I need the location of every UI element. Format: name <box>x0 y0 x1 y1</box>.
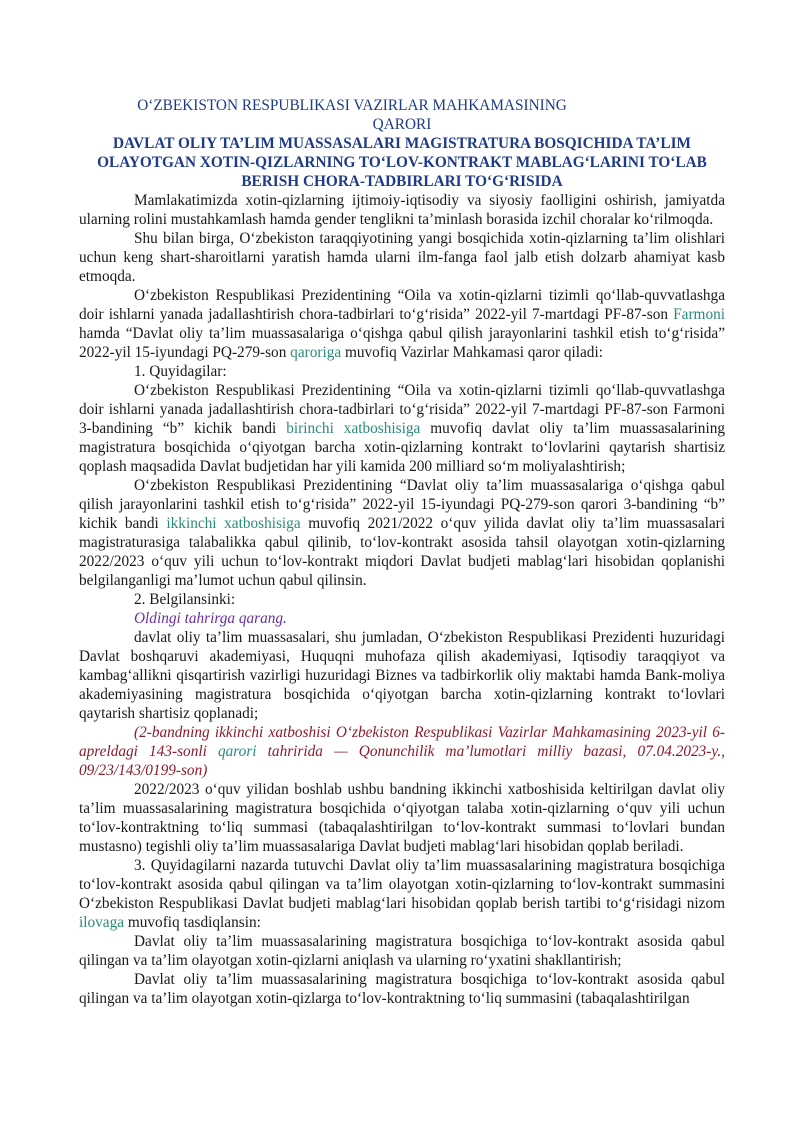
qarori-link[interactable]: qarori <box>217 743 257 760</box>
paragraph-5 <box>79 476 725 590</box>
previous-edit-link[interactable]: Oldingi tahrirga qarang. <box>134 610 287 627</box>
paragraph-9: Davlat oliy ta’lim muassasalarining magistratura bosqichiga to‘lov-kontrakt asosida qabul qilingan va ta’lim olayotgan xotin-qizlarni aniqlash va ularning ro‘yxatini shakllantirish; <box>79 933 725 969</box>
paragraph-4-text-b: muvofiq davlat oliy ta’lim muassasalarining magistratura bosqichida o‘qiyotgan barcha xotin-qizlarning kontrakt to‘lovlarini qaytarish shartisiz qoplash maqsadida Davlat budjetidan har yili kamida 200 milliard so‘m moliyalashtirish; <box>79 420 726 475</box>
birinchi-xatboshisiga-link[interactable]: birinchi xatboshisiga <box>286 420 421 437</box>
paragraph-8-text-a: 3. Quyidagilarni nazarda tutuvchi Davlat oliy ta’lim muassasalarining magistratura bosqichiga to‘lov-kontrakt asosida qabul qilingan va ta’lim olayotgan xotin-qizlarning to‘lov-kontrakt summasini O‘zbekiston Respublikasi Davlat budjeti mablag‘lari hisobidan qoplab berish tartibi to‘g‘risidagi nizom <box>79 857 725 912</box>
document-title: DAVLAT OLIY TA’LIM MUASSASALARI MAGISTRATURA BOSQICHIDA TA’LIM OLAYOTGAN XOTIN-QIZLARNING TO‘LOV-KONTRAKT MABLAG‘LARINI TO‘LAB BERISH CHORA-TADBIRLARI TO‘G‘RISIDA <box>97 135 707 190</box>
paragraph-8 <box>79 856 725 932</box>
item-2-heading: 2. Belgilansinki: <box>134 591 236 608</box>
paragraph-10: Davlat oliy ta’lim muassasalarining magistratura bosqichiga to‘lov-kontrakt asosida qabul qilingan va ta’lim olayotgan xotin-qizlarga to‘lov-kontraktning to‘liq summasini (tabaqalashtirilgan <box>79 971 725 1007</box>
paragraph-2: Shu bilan birga, O‘zbekiston taraqqiyotining yangi bosqichida xotin-qizlarning ta’lim olishlari uchun keng shart-sharoitlarni yaratish hamda ularni ilm-fanga faol jalb etish dolzarb ahamiyat kasb etmoqda. <box>79 230 725 285</box>
paragraph-3-text-b: hamda “Davlat oliy ta’lim muassasalariga o‘qishga qabul qilish jarayonlarini tashkil etish to‘g‘risida” 2022-yil 15-iyundagi PQ-279-son <box>79 325 725 361</box>
ikkinchi-xatboshisiga-link[interactable]: ikkinchi xatboshisiga <box>166 515 301 532</box>
header-line1: O‘ZBEKISTON RESPUBLIKASI VAZIRLAR MAHKAMASINING <box>137 97 567 114</box>
paragraph-5-text-b: muvofiq 2021/2022 o‘quv yilida davlat oliy ta’lim muassasalari magistraturasiga talabalikka qabul qilinib, to‘lov-kontrakt asosida tahsil olayotgan xotin-qizlarning 2022/2023 o‘quv yili uchun to‘lov-kontrakt miqdori Davlat budjeti mablag‘lari hisobidan qoplanishi belgilanganligi ma’lumot uchun qabul qilinsin. <box>79 515 725 589</box>
amendment-note-text-a: (2-bandning ikkinchi xatboshisi O‘zbekiston Respublikasi Vazirlar Mahkamasining 2023-yil 6-apreldagi 143-sonli <box>79 724 725 760</box>
qaroriga-link[interactable]: qaroriga <box>290 344 342 361</box>
paragraph-3-text-c: muvofiq Vazirlar Mahkamasi qaror qiladi: <box>341 344 603 361</box>
paragraph-4-text-a: O‘zbekiston Respublikasi Prezidentining “Oila va xotin-qizlarni tizimli qo‘llab-quvvatlashga doir ishlarni yanada jadallashtirish chora-tadbirlari to‘g‘risida” 2022-yil 7-martdagi PF-87-son Farmoni 3-bandining “b” kichik bandi <box>79 382 725 437</box>
paragraph-1: Mamlakatimizda xotin-qizlarning ijtimoiy-iqtisodiy va siyosiy faolligini oshirish, jamiyatda ularning rolini mustahkamlash hamda gender tenglikni ta’minlash borasida izchil choralar ko‘rilmoqda. <box>79 192 725 228</box>
paragraph-4 <box>79 381 725 476</box>
paragraph-3 <box>79 286 725 362</box>
amendment-note <box>79 723 725 780</box>
ilovaga-link[interactable]: ilovaga <box>79 914 125 931</box>
item-1-heading: 1. Quyidagilar: <box>134 363 227 380</box>
paragraph-5-text-a: O‘zbekiston Respublikasi Prezidentining “Davlat oliy ta’lim muassasalariga o‘qishga qabul qilish jarayonlarini tashkil etish to‘g‘risida” 2022-yil 15-iyundagi PQ-279-son qarori 3-bandining “b” kichik bandi <box>79 477 725 532</box>
paragraph-3-text-a: O‘zbekiston Respublikasi Prezidentining “Oila va xotin-qizlarni tizimli qo‘llab-quvvatlashga doir ishlarni yanada jadallashtirish chora-tadbirlari to‘g‘risida” 2022-yil 7-martdagi PF-87-son <box>79 287 725 323</box>
amendment-note-text-b: tahririda — Qonunchilik ma’lumotlari milliy bazasi, 07.04.2023-y., 09/23/143/0199-son) <box>79 743 725 779</box>
farmoni-link[interactable]: Farmoni <box>673 306 725 323</box>
document-page <box>79 96 725 1008</box>
paragraph-6: davlat oliy ta’lim muassasalari, shu jumladan, O‘zbekiston Respublikasi Prezidenti huzuridagi Davlat boshqaruvi akademiyasi, Huquqni muhofaza qilish akademiyasi, Iqtisodiy taraqqiyot va kambag‘allikni qisqartirish vazirligi huzuridagi Biznes va tadbirkorlik oliy maktabi hamda Bank-moliya akademiyasining magistratura bosqichida o‘qiyotgan barcha xotin-qizlarning kontrakt to‘lovlari qaytarish shartisiz qoplanadi; <box>79 629 725 722</box>
paragraph-7: 2022/2023 o‘quv yilidan boshlab ushbu bandning ikkinchi xatboshisida keltirilgan davlat oliy ta’lim muassasalarining magistratura bosqichida o‘qiyotgan talaba xotin-qizlarning o‘quv yili uchun to‘lov-kontraktning to‘liq summasi (tabaqalashtirilgan to‘lov-kontrakt summasi to‘lovlari bundan mustasno) tegishli oliy ta’lim muassasalariga Davlat budjeti mablag‘lari hisobidan qoplab beriladi. <box>79 781 725 855</box>
header-line2: QARORI <box>372 116 432 133</box>
paragraph-8-text-b: muvofiq tasdiqlansin: <box>124 914 261 931</box>
